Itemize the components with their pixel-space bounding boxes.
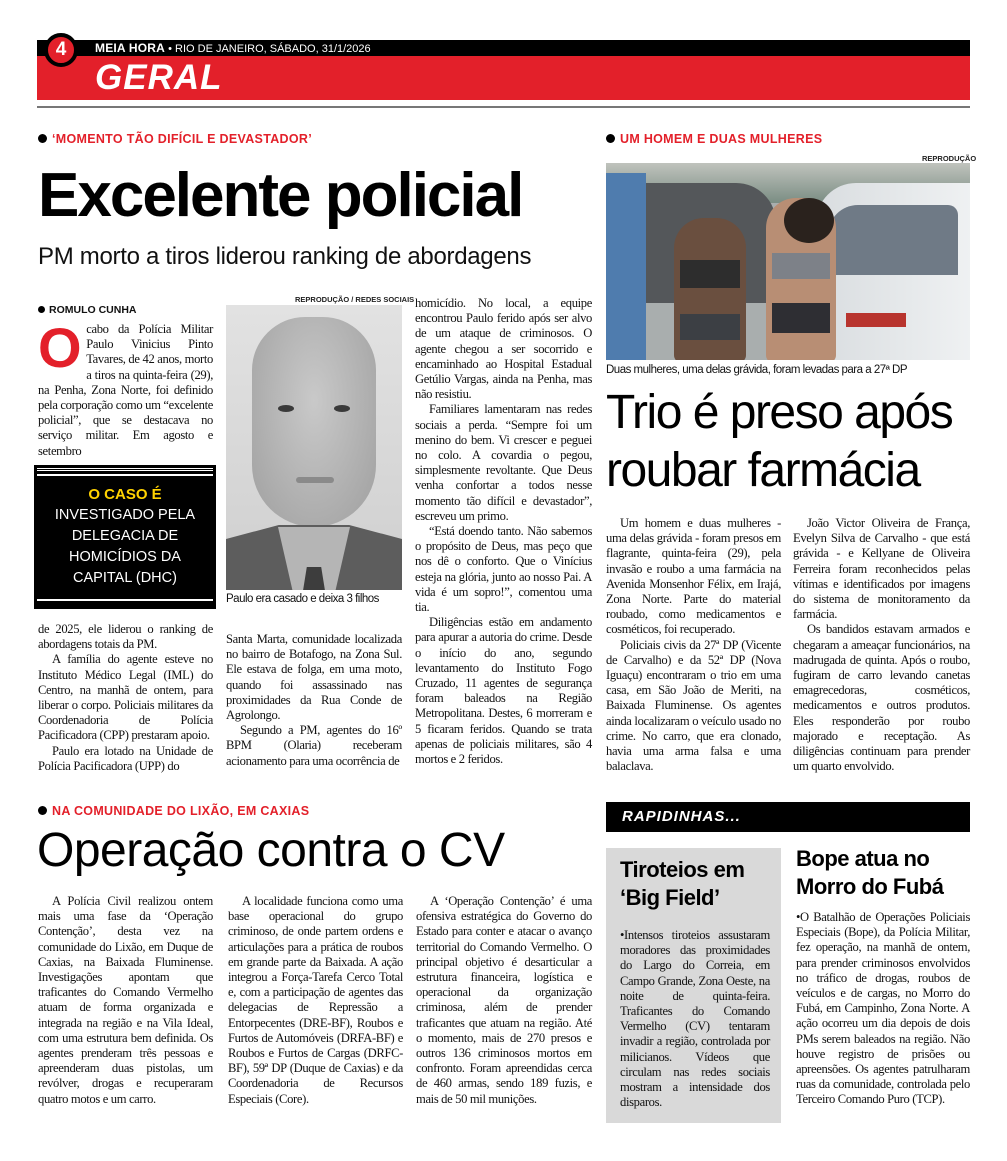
- lead-paragraph: [38, 316, 213, 459]
- paragraph: A ‘Operação Contenção’ é uma ofensiva estratégica do Governo do Estado para conter e atacar o avanço territorial do Comando Vermelho. O principal objetivo é desarticular a estrutura financeira, logística e operacional da organização criminosa, além de prender traficantes que atuam na região. Até o momento, mais de 270 presos e outros 136 criminosos mortos em confronto. Foram apreendidas cerca de 460 armas, sendo 189 fuzis, e mais de 50 mil munições.: [416, 894, 592, 1106]
- drop-cap: O: [38, 316, 82, 379]
- dateline-text: RIO DE JANEIRO, SÁBADO, 31/1/2026: [175, 43, 371, 55]
- lead-text: cabo da Polícia Militar Paulo Vinicius Pinto Tavares, de 42 anos, morto a tiros na quinta-feira (29), na Penha, Zona Norte, foi definido pela corporação como um “excelente policial”, que se destacava no serviço militar. Em agosto e setembro: [38, 322, 213, 458]
- brief-headline: Bope atua no Morro do Fubá: [796, 846, 944, 899]
- story-operation-column-1: [38, 894, 213, 1107]
- paragraph: de 2025, ele liderou o ranking de abordagens totais da PM.: [38, 622, 213, 652]
- page-number-badge: 4: [44, 33, 78, 67]
- paragraph: Familiares lamentaram nas redes sociais a perda. “Sempre foi um menino do bem. Vi crescer e peguei no colo. A covardia o pegou, simplesmente revoltante. Que Deus venha confortar a todos nesse momento tão difícil e devastador”, escreveu um primo.: [415, 402, 592, 523]
- byline: [38, 304, 137, 316]
- story-operation-column-3: [416, 894, 592, 1107]
- story-operation-kicker: [38, 804, 309, 818]
- paragraph: “Está doendo tanto. Não sabemos o propósito de Deus, mas peço que nos dê o conforto. Que o Vinícius esteja na glória, junto ao nosso Pai. A vida é um sopro!”, comentou uma tia.: [415, 524, 592, 615]
- portrait-mouth: [296, 477, 334, 483]
- story-pharmacy-column-1: [606, 516, 781, 774]
- photo-officer: [606, 173, 646, 360]
- rapidinhas-title: RAPIDINHAS...: [622, 808, 741, 825]
- portrait-head: [252, 317, 376, 527]
- paragraph: A Polícia Civil realizou ontem mais uma fase da ‘Operação Contenção’, desta vez na comunidade do Lixão, em Duque de Caxias, na Baixada Fluminense. Investigações apontam que traficantes do Comando Vermelho atuam de forma organizada e integrada na região e na Vila Ideal, com uma estrutura bem definida. Os agentes prenderam três pessoas e apreenderam duas pistolas, um revólver, drogas e recuperaram quatro motos e um carro.: [38, 894, 213, 1106]
- photo-caption: Paulo era casado e deixa 3 filhos: [226, 593, 379, 605]
- photo-woman-2: [766, 198, 836, 360]
- bullet-icon: [38, 134, 47, 143]
- section-title: GERAL: [95, 58, 223, 97]
- brief-body: •Intensos tiroteios assustaram moradores das proximidades do Largo do Correia, em Campo Grande, Zona Oeste, na noite de quinta-feira. Traficantes do Comando Vermelho (CV) tentaram invadir a região, controlada por milicianos. Vídeos que circulam nas redes sociais mostram a intensidade dos disparos.: [620, 928, 770, 1110]
- newspaper-brand: MEIA HORA: [95, 41, 166, 55]
- kicker-text: ‘MOMENTO TÃO DIFÍCIL E DEVASTADOR’: [52, 132, 312, 146]
- kicker-text: NA COMUNIDADE DO LIXÃO, EM CAXIAS: [52, 804, 310, 818]
- photo-credit: REPRODUÇÃO: [922, 154, 977, 163]
- paragraph: Diligências estão em andamento para apurar a autoria do crime. Desde o início do ano, segundo levantamento do Instituto Fogo Cruzado, 11 agentes de segurança foram baleados na Região Metropolitana. Destes, 6 morreram e 5 ficaram feridos. Quando se trata apenas de policiais militares, são 4 mortos e 2 feridos.: [415, 615, 592, 767]
- story-pharmacy-column-2: [793, 516, 970, 774]
- dateline: [95, 41, 371, 55]
- bullet-icon: [38, 806, 47, 815]
- byline-author: ROMULO CUNHA: [49, 304, 137, 316]
- story-operation-column-2: [228, 894, 403, 1107]
- paragraph: João Victor Oliveira de França, Evelyn Silva de Carvalho - que está grávida - e Kellyane de Oliveira Ferreira foram reconhecidos pelas vítimas e identificados por imagens do sistema de monitoramento da farmácia.: [793, 516, 970, 622]
- dateline-separator: •: [168, 43, 172, 55]
- photo-caption: Duas mulheres, uma delas grávida, foram levadas para a 27ª DP: [606, 364, 908, 376]
- paragraph: Policiais civis da 27ª DP (Vicente de Carvalho) e da 52ª DP (Nova Iguaçu) encontraram o trio em uma casa, em São João de Meriti, na Baixada Fluminense. Os agentes ainda localizaram o veículo usado no crime. No carro, que era clonado, havia uma arma falsa e uma balaclava.: [606, 637, 781, 774]
- story-police-column-1-intro: [38, 316, 213, 459]
- paragraph: Santa Marta, comunidade localizada no bairro de Botafogo, na Zona Sul. Ele estava de folga, em uma moto, quando foi assassinado nas proximidades da Rua Conde de Agrolongo.: [226, 632, 402, 723]
- masthead-rule: [37, 106, 970, 108]
- fact-box-highlight: O CASO É: [88, 486, 162, 503]
- portrait-eyes: [274, 405, 354, 413]
- officer-portrait-photo: [226, 305, 402, 590]
- story-police-column-3: [415, 296, 592, 767]
- photo-police-car: [816, 183, 970, 360]
- brief-body: •O Batalhão de Operações Policiais Especiais (Bope), da Polícia Militar, fez operação, na manhã de ontem, para prender criminosos envolvidos no tráfico de drogas, roubos de veículos e de cargas, no Morro do Fubá, em Campinho, Zona Norte. A ação ocorreu um dia depois de dois PMs serem baleados na região. Não houve registro de prisões ou apreensões. Os agentes patrulharam ruas da comunidade, controlada pelo Terceiro Comando Puro (TCP).: [796, 910, 970, 1107]
- bullet-icon: [38, 306, 45, 313]
- story-pharmacy-headline: Trio é preso após roubar farmácia: [606, 386, 953, 497]
- photo-credit: REPRODUÇÃO / REDES SOCIAIS: [295, 295, 415, 304]
- photo-woman-1: [674, 218, 746, 360]
- story-police-deck: PM morto a tiros liderou ranking de abordagens: [38, 243, 532, 270]
- rapidinhas-header: [606, 802, 970, 832]
- paragraph: Segundo a PM, agentes do 16º BPM (Olaria) receberam acionamento para uma ocorrência de: [226, 723, 402, 768]
- kicker-text: UM HOMEM E DUAS MULHERES: [620, 132, 823, 146]
- story-operation-headline: Operação contra o CV: [37, 824, 505, 877]
- bullet-icon: [606, 134, 615, 143]
- story-police-headline: Excelente policial: [38, 161, 523, 230]
- fact-box-body: INVESTIGADO PELA DELEGACIA DE HOMICÍDIOS DA CAPITAL (DHC): [54, 507, 196, 586]
- story-pharmacy-kicker: [606, 132, 822, 146]
- story-police-column-1: [38, 622, 213, 774]
- paragraph: A família do agente esteve no Instituto Médico Legal (IML) do Centro, na manhã de ontem, para liberar o corpo. Policiais militares da Coordenadoria de Polícia Pacificadora (CPP) prestaram apoio.: [38, 652, 213, 743]
- arrest-photo: [606, 163, 970, 360]
- paragraph: Um homem e duas mulheres - uma delas grávida - foram presos em flagrante, quinta-feira (29), pela invasão e roubo a uma farmácia na Avenida Monsenhor Félix, em Irajá, Zona Norte. Parte do material roubado, como medicamentos e cosméticos, foi recuperado.: [606, 516, 781, 637]
- story-police-kicker: [38, 132, 312, 146]
- brief-headline: Tiroteios em ‘Big Field’: [620, 857, 745, 910]
- fact-box: [37, 468, 213, 606]
- paragraph: homicídio. No local, a equipe encontrou Paulo ferido após ser alvo de um ataque de criminosos. O agente chegou a ser socorrido e encaminhado ao Hospital Estadual Getúlio Vargas, ainda na Penha, mas não resistiu.: [415, 296, 592, 402]
- paragraph: A localidade funciona como uma base operacional do grupo criminoso, de onde partem ordens e articulações para a prática de roubos em grande parte da Baixada. A ação integrou a Força-Tarefa Cerco Total e, com a participação de agentes das delegacias de Repressão a Entorpecentes (DRE-BF), Roubos e Furtos de Automóveis (DRFA-BF) e Roubos e Furtos de Cargas (DRFC-BF), 59ª DP (Duque de Caxias) e da Coordenadoria de Recursos Especiais (Core).: [228, 894, 403, 1106]
- paragraph: Os bandidos estavam armados e chegaram a ameaçar funcionários, na madrugada de quinta. Após o roubo, fugiram de carro levando canetas emagrecedoras, cosméticos, medicamentos e outros produtos. Eles responderão por roubo majorado e receptação. As diligências continuam para prender um quarto envolvido.: [793, 622, 970, 774]
- story-police-column-2: [226, 632, 402, 769]
- paragraph: Paulo era lotado na Unidade de Polícia Pacificadora (UPP) do: [38, 743, 213, 773]
